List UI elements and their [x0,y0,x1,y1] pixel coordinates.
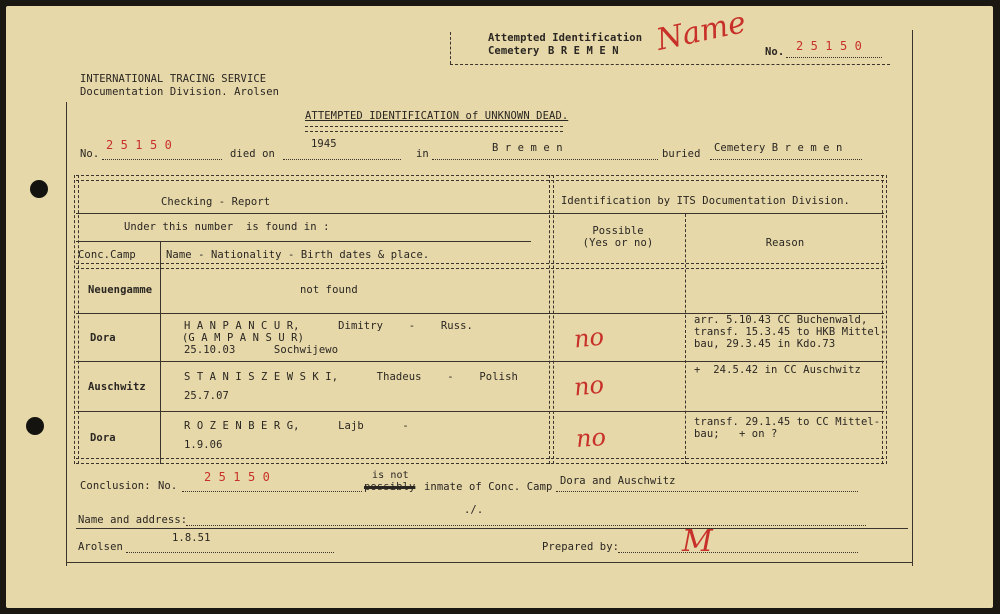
row-rule-2 [76,361,884,362]
record-no-value: 2 5 1 5 0 [106,138,172,152]
table-column-header-rule [76,263,884,269]
conc-camp-header: Conc.Camp [78,249,136,261]
table-top-rule [76,175,884,181]
form-left-frame [66,102,67,566]
row1-reason-line1: arr. 5.10.43 CC Buchenwald, [694,314,868,326]
conclusion-inmate-text: inmate of Conc. Camp [424,481,553,493]
conclusion-struck-word: possibly [364,481,416,493]
conclusion-no-label: No. [158,480,178,492]
header-box-cemetery-label: Cemetery [488,45,540,57]
record-buried-dots [710,159,862,160]
table-left-edge [74,175,79,464]
row-camp-dora-1: Dora [90,332,116,344]
row-name-not-found: not found [300,284,358,296]
row-camp-auschwitz: Auschwitz [88,381,146,393]
row1-reason-line2: transf. 15.3.45 to HKB Mittel- [694,326,887,338]
punch-hole-bottom [26,417,44,435]
table-possible-divider [685,214,686,464]
record-no-label: No. [80,148,100,160]
conclusion-separator: ./. [464,504,484,516]
table-header-rule [76,213,884,214]
row3-name-line2: 1.9.06 [184,439,223,451]
footer-date-dots [126,552,334,553]
record-in-label: in [416,148,429,160]
row-rule-3 [76,411,884,412]
header-box-no-label: No. [765,46,785,58]
record-died-label: died on [230,148,275,160]
punch-hole-top [30,180,48,198]
possible-header-2: (Yes or no) [582,237,654,249]
row3-name-line1: R O Z E N B E R G, Lajb - [184,420,409,432]
org-name: INTERNATIONAL TRACING SERVICE [80,73,267,85]
form-right-frame [912,30,913,566]
header-box-left-edge [450,32,451,64]
row3-possible-no: no [575,422,607,454]
footer-place: Arolsen [78,541,123,553]
row2-possible-no: no [572,370,606,402]
record-died-value: 1945 [311,138,337,150]
header-box-handwritten-name: Name [653,4,749,59]
name-address-label: Name and address: [78,514,188,526]
org-division: Documentation Division. Arolsen [80,86,280,98]
form-bottom-frame [66,562,912,563]
checking-report-header: Checking - Report [161,196,271,208]
row3-reason-line2: bau; + on ? [694,428,778,440]
name-address-dots [186,525,866,526]
row-camp-neuengamme: Neuengamme [88,284,153,296]
record-buried-value: Cemetery B r e m e n [714,142,843,154]
record-died-dots [283,159,401,160]
name-address-rule [76,528,908,529]
possible-header-1: Possible [592,225,644,237]
table-camp-divider [160,242,161,464]
record-in-dots [432,159,658,160]
header-box-bottom [450,64,890,65]
row2-name-line1: S T A N I S Z E W S K I, Thadeus - Polish [184,371,518,383]
identification-header: Identification by ITS Documentation Division. [561,195,850,207]
header-box-line1: Attempted Identification [488,32,643,44]
row1-possible-no: no [572,322,606,354]
title-double-rule [305,126,563,132]
conclusion-no-dots [182,491,362,492]
row1-name-line1: H A N P A N C U R, Dimitry - Russ. [184,320,473,332]
row1-reason-line3: bau, 29.3.45 in Kdo.73 [694,338,836,350]
table-mid-divider [549,175,554,464]
prepared-by-dots [618,552,858,553]
row2-reason-line1: + 24.5.42 in CC Auschwitz [694,364,861,376]
conclusion-is-not: is not [372,470,409,481]
record-in-value: B r e m e n [492,142,563,154]
conclusion-camps: Dora and Auschwitz [560,475,676,487]
row1-name-line3: 25.10.03 Sochwijewo [184,344,339,356]
prepared-by-signature: M [682,524,713,559]
record-no-dots [102,159,222,160]
under-number-rule [76,241,531,242]
header-box-cemetery-value: B R E M E N [548,45,619,57]
name-header: Name - Nationality - Birth dates & place. [166,249,430,261]
conclusion-camps-dots [556,491,858,492]
header-box-no-dots [786,57,882,58]
row-camp-dora-2: Dora [90,432,116,444]
reason-header: Reason [765,237,805,249]
row3-reason-line1: transf. 29.1.45 to CC Mittel- [694,416,881,428]
conclusion-no-value: 2 5 1 5 0 [204,470,270,484]
under-number-label: Under this number is found in : [124,221,330,233]
prepared-by-label: Prepared by: [542,541,620,553]
header-box-no-value: 2 5 1 5 0 [796,39,862,53]
page-title: ATTEMPTED IDENTIFICATION of UNKNOWN DEAD. [305,110,569,122]
table-bottom-rule [76,458,884,464]
footer-date: 1.8.51 [172,532,211,544]
record-buried-label: buried [662,148,701,160]
row2-name-line2: 25.7.07 [184,390,229,402]
row1-name-line2: (G A M P A N S U R) [182,332,305,344]
conclusion-label: Conclusion: [80,480,151,492]
table-right-edge [882,175,887,464]
record-card [6,6,993,608]
